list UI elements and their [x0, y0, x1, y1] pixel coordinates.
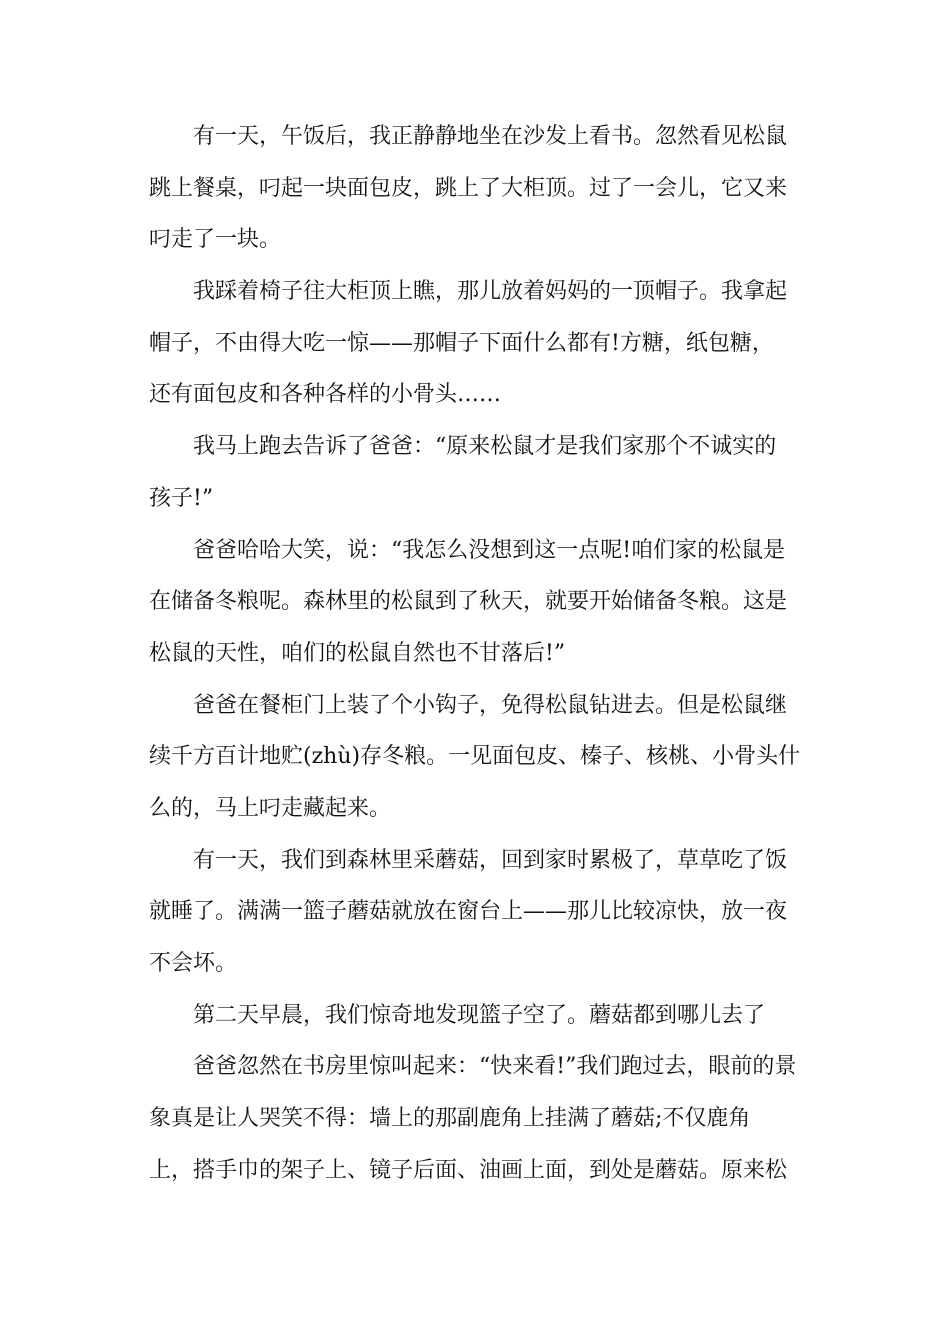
- text-line: 帽子，不由得大吃一惊——那帽子下面什么都有!方糖，纸包糖，: [149, 330, 774, 356]
- text-line: 爸爸在餐柜门上装了个小钩子，免得松鼠钻进去。但是松鼠继: [193, 692, 788, 718]
- text-line: 续千方百计地贮(zhù)存冬粮。一见面包皮、榛子、核桃、小骨头什: [149, 744, 801, 770]
- text-line: 松鼠的天性，咱们的松鼠自然也不甘落后!”: [149, 640, 566, 666]
- text-line: 叼走了一块。: [149, 227, 282, 253]
- text-line: 有一天，午饭后，我正静静地坐在沙发上看书。忽然看见松鼠: [193, 124, 788, 149]
- text-line: 跳上餐桌，叼起一块面包皮，跳上了大柜顶。过了一会儿，它又来: [149, 175, 788, 201]
- text-line: 还有面包皮和各种各样的小骨头……: [149, 382, 502, 408]
- text-line: 在储备冬粮呢。森林里的松鼠到了秋天，就要开始储备冬粮。这是: [149, 589, 788, 615]
- text-line: 就睡了。满满一篮子蘑菇就放在窗台上——那儿比较凉快，放一夜: [149, 899, 788, 925]
- text-line: 不会坏。: [149, 951, 238, 976]
- text-line: 爸爸忽然在书房里惊叫起来：“快来看!”我们跑过去，眼前的景: [193, 1054, 797, 1080]
- text-line: 么的，马上叼走藏起来。: [149, 795, 392, 821]
- text-line: 象真是让人哭笑不得：墙上的那副鹿角上挂满了蘑菇;不仅鹿角: [149, 1106, 751, 1132]
- text-line: 有一天，我们到森林里采蘑菇，回到家时累极了，草草吃了饭: [193, 847, 788, 873]
- text-line: 孩子!”: [149, 485, 214, 511]
- text-line: 爸爸哈哈大笑，说：“我怎么没想到这一点呢!咱们家的松鼠是: [193, 537, 786, 563]
- text-line: 第二天早晨，我们惊奇地发现篮子空了。蘑菇都到哪儿去了: [193, 1002, 766, 1028]
- text-line: 我踩着椅子往大柜顶上瞧，那儿放着妈妈的一顶帽子。我拿起: [193, 279, 788, 305]
- document-body: [149, 111, 809, 1196]
- text-line: 我马上跑去告诉了爸爸：“原来松鼠才是我们家那个不诚实的: [193, 434, 777, 460]
- text-line: 上，搭手巾的架子上、镜子后面、油画上面，到处是蘑菇。原来松: [149, 1157, 788, 1183]
